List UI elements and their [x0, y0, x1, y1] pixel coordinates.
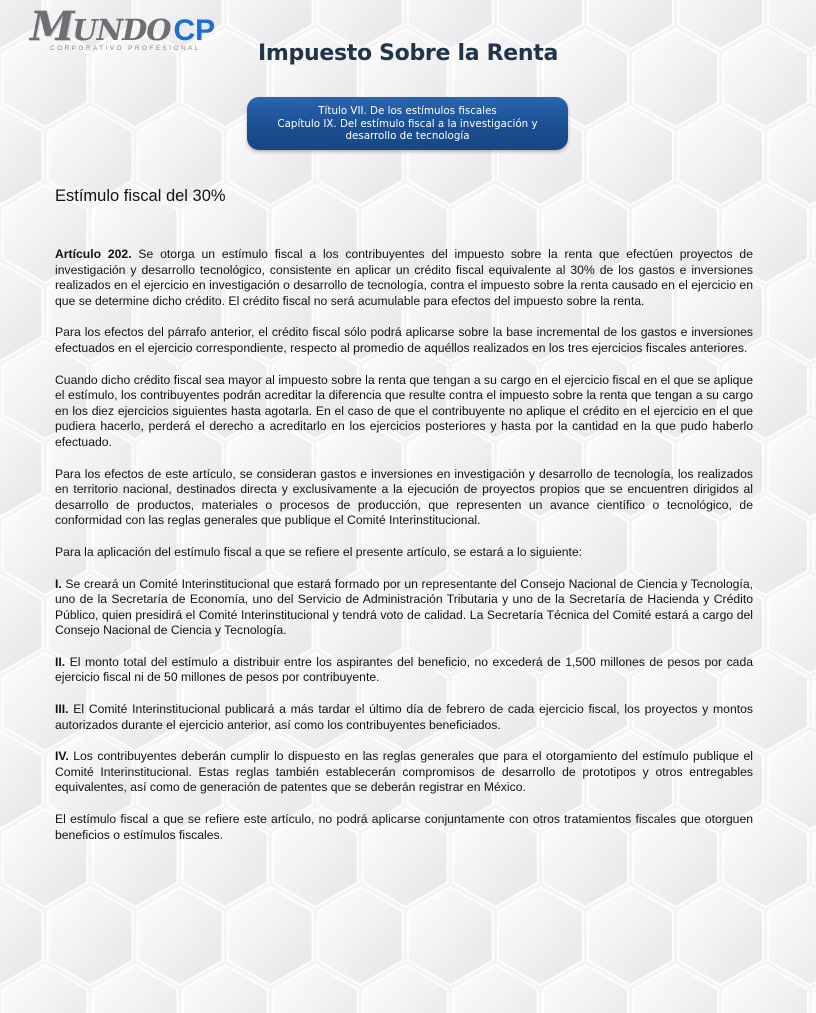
article-paragraph: [55, 247, 753, 309]
background-hexagon: [588, 887, 673, 985]
paragraph: Para la aplicación del estímulo fiscal a que se refiere el presente artículo, se estará a lo siguiente:: [55, 544, 583, 559]
paragraph-text: El Comité Interinstitucional publicará a más tardar el último día de febrero de cada ejercicio fiscal, los proyectos y montos autorizados durante el ejercicio anterior, así como los contribuyentes beneficiados.: [55, 702, 753, 732]
section-title: Estímulo fiscal del 30%: [55, 187, 226, 205]
article-label: Artículo 202.: [55, 247, 132, 261]
logo-letter-m: M: [30, 3, 73, 50]
paragraph-text: El monto total del estímulo a distribuir entre los aspirantes del beneficio, no excederá de 1,500 millones de pesos por cada ejercicio fiscal ni de 50 millones de pesos por contribuyente.: [55, 654, 753, 685]
fraction-label: I.: [55, 576, 62, 591]
logo-letters-cp: CP: [173, 14, 216, 47]
fraction-paragraph: [55, 655, 753, 686]
background-hexagon: [318, 887, 403, 985]
background-hexagon: [408, 887, 493, 985]
paragraph-text: Los contribuyentes deberán cumplir lo dispuesto en las reglas generales que para el otorgamiento del estímulo publique el Comité Interinstitucional. Estas reglas también establecerán compromisos de desarrollo de prototipos y otros entregables equivalentes, así como de generación de patentes que se deberán registrar en México.: [55, 749, 753, 795]
banner-title-line: Título VII. De los estímulos fiscales: [318, 105, 497, 117]
background-hexagon: [138, 887, 223, 985]
fraction-label: II.: [55, 654, 66, 669]
logo-subtitle: CORPORATIVO PROFESIONAL: [50, 45, 201, 52]
fraction-label: IV.: [55, 749, 69, 764]
fraction-label: III.: [55, 702, 69, 717]
background-hexagon: [678, 887, 763, 985]
fraction-paragraph: [55, 702, 753, 733]
chapter-banner: [247, 97, 568, 150]
fraction-paragraph: [55, 749, 753, 796]
paragraph-text: Se creará un Comité Interinstitucional que estará formado por un representante del Consejo Nacional de Ciencia y Tecnología, uno de la Secretaría de Economía, uno del Servicio de Administración Tributaria y uno de la Secretaría de Hacienda y Crédito Público, quien presidirá el Comité Interinstitucional y tendrá voto de calidad. La Secretaría Técnica del Comité estará a cargo del Consejo Nacional de Ciencia y Tecnología.: [55, 576, 753, 638]
page-title: Impuesto Sobre la Renta: [258, 41, 558, 66]
article-content: [55, 186, 753, 859]
background-hexagon: [228, 887, 313, 985]
paragraph: El estímulo fiscal a que se refiere este artículo, no podrá aplicarse conjuntamente con otros tratamientos fiscales que otorguen beneficios o estímulos fiscales.: [55, 812, 753, 842]
fraction-paragraph: [55, 577, 753, 639]
paragraph: Para los efectos de este artículo, se consideran gastos e inversiones en investigación y desarrollo de tecnología, los realizados en territorio nacional, destinados directa y exclusivamente a la ejecución de proyectos propios que se encuentren dirigidos al desarrollo de productos, materiales o procesos de producción, que representen un avance científico o tecnológico, de conformidad con las reglas generales que publique el Comité Interinstitucional.: [55, 466, 753, 528]
logo-letters-undo: UNDO: [72, 13, 171, 47]
banner-chapter-line: Capítulo IX. Del estímulo fiscal a la investigación y: [277, 117, 538, 130]
background-hexagon: [48, 887, 133, 985]
background-hexagon: [498, 887, 583, 985]
paragraph: Para los efectos del párrafo anterior, el crédito fiscal sólo podrá aplicarse sobre la base incremental de los gastos e inversiones efectuados en el ejercicio correspondiente, respecto al promedio de aquéllos realizados en los tres ejercicios fiscales anteriores.: [55, 325, 753, 355]
paragraph-text: Se otorga un estímulo fiscal a los contribuyentes del impuesto sobre la renta que efectúen proyectos de investigación y desarrollo tecnológico, consistente en aplicar un crédito fiscal equivalente al 30% de los gastos e inversiones realizados en el ejercicio en investigación o desarrollo de tecnología, contra el impuesto sobre la renta causado en el ejercicio en que se determine dicho crédito. El crédito fiscal no será acumulable para efectos del impuesto sobre la renta.: [55, 247, 753, 308]
paragraph: Cuando dicho crédito fiscal sea mayor al impuesto sobre la renta que tengan a su cargo en el ejercicio fiscal en el que se aplique el estímulo, los contribuyentes podrán acreditar la diferencia que resulte contra el impuesto sobre la renta que tengan a su cargo en los diez ejercicios siguientes hasta agotarla. En el caso de que el contribuyente no aplique el crédito en el ejercicio en el que pudiera hacerlo, perderá el derecho a acreditarlo en los ejercicios posteriores y hasta por la cantidad en la que pudo haberlo efectuado.: [55, 372, 753, 449]
banner-chapter-line-cont: desarrollo de tecnología: [345, 130, 470, 142]
